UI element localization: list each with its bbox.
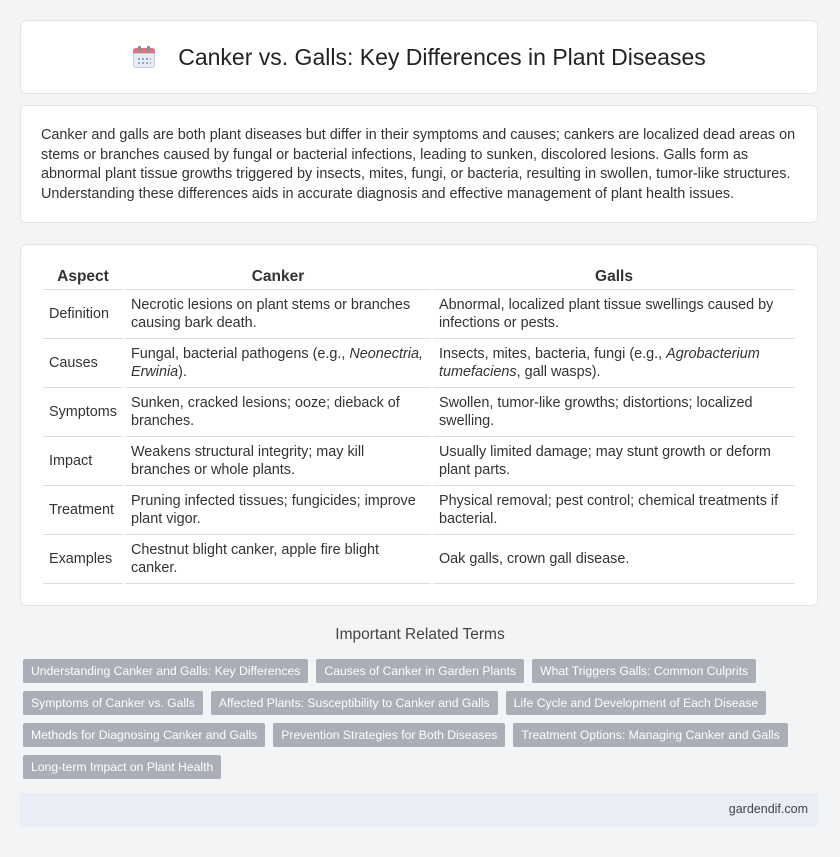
related-tag[interactable]: Symptoms of Canker vs. Galls	[23, 691, 203, 715]
related-tag[interactable]: Prevention Strategies for Both Diseases	[273, 723, 505, 747]
table-row	[43, 535, 795, 584]
related-tag[interactable]: Treatment Options: Managing Canker and Galls	[513, 723, 787, 747]
row-canker: Pruning infected tissues; fungicides; improve plant vigor.	[125, 486, 431, 535]
table-header-row	[43, 265, 795, 290]
comparison-card	[20, 244, 818, 606]
related-tag[interactable]: Causes of Canker in Garden Plants	[316, 659, 524, 683]
related-tag[interactable]: What Triggers Galls: Common Culprits	[532, 659, 756, 683]
related-tag[interactable]: Life Cycle and Development of Each Disease	[506, 691, 767, 715]
table-row	[43, 339, 795, 388]
comparison-table	[41, 265, 797, 584]
related-tag[interactable]: Long-term Impact on Plant Health	[23, 755, 221, 779]
row-canker: Fungal, bacterial pathogens (e.g., Neonectria, Erwinia).	[125, 339, 431, 388]
table-row	[43, 437, 795, 486]
row-aspect: Symptoms	[43, 388, 123, 437]
row-galls: Physical removal; pest control; chemical treatments if bacterial.	[433, 486, 795, 535]
row-aspect: Impact	[43, 437, 123, 486]
related-tag[interactable]: Affected Plants: Susceptibility to Canker and Galls	[211, 691, 498, 715]
footer	[20, 793, 818, 826]
related-tag[interactable]: Understanding Canker and Galls: Key Differences	[23, 659, 308, 683]
row-galls: Abnormal, localized plant tissue swellings caused by infections or pests.	[433, 290, 795, 339]
calendar-icon	[132, 45, 156, 69]
header-aspect: Aspect	[43, 265, 123, 290]
row-aspect: Treatment	[43, 486, 123, 535]
table-row	[43, 486, 795, 535]
related-terms-title: Important Related Terms	[335, 626, 505, 643]
related-terms-list	[23, 659, 803, 779]
row-canker: Sunken, cracked lesions; ooze; dieback of branches.	[125, 388, 431, 437]
row-aspect: Definition	[43, 290, 123, 339]
summary-card	[20, 105, 818, 223]
table-row	[43, 290, 795, 339]
footer-site-link[interactable]: gardendif.com	[728, 802, 808, 816]
header-card	[20, 20, 818, 94]
page-title: Canker vs. Galls: Key Differences in Plant Diseases	[178, 43, 706, 70]
row-galls: Swollen, tumor-like growths; distortions; localized swelling.	[433, 388, 795, 437]
header-galls: Galls	[433, 265, 795, 290]
table-row	[43, 388, 795, 437]
row-canker: Necrotic lesions on plant stems or branches causing bark death.	[125, 290, 431, 339]
row-canker: Chestnut blight canker, apple fire blight canker.	[125, 535, 431, 584]
row-aspect: Causes	[43, 339, 123, 388]
summary-text: Canker and galls are both plant diseases but differ in their symptoms and causes; cankers are localized dead areas on stems or branches caused by fungal or bacterial infections, leading to sunken, discolored lesions. Galls form as abnormal plant tissue growths triggered by insects, mites, fungi, or bacteria, resulting in swollen, tumor-like structures. Understanding these differences aids in accurate diagnosis and effective management of plant health issues.	[41, 127, 796, 202]
row-canker: Weakens structural integrity; may kill branches or whole plants.	[125, 437, 431, 486]
row-galls: Insects, mites, bacteria, fungi (e.g., Agrobacterium tumefaciens, gall wasps).	[433, 339, 795, 388]
row-galls: Oak galls, crown gall disease.	[433, 535, 795, 584]
row-galls: Usually limited damage; may stunt growth or deform plant parts.	[433, 437, 795, 486]
header-canker: Canker	[125, 265, 431, 290]
row-aspect: Examples	[43, 535, 123, 584]
related-tag[interactable]: Methods for Diagnosing Canker and Galls	[23, 723, 265, 747]
